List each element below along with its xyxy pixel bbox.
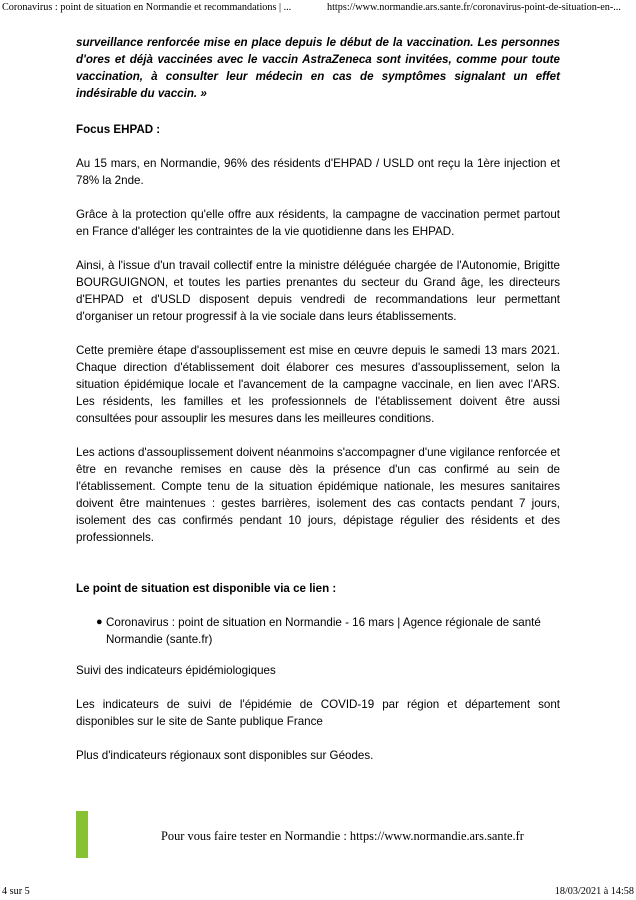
print-page-url: https://www.normandie.ars.sante.fr/coronavirus-point-de-situation-en-... xyxy=(327,2,621,13)
intro-paragraph: surveillance renforcée mise en place depuis le début de la vaccination. Les personnes d'ores et déjà vaccinées avec le vaccin AstraZeneca sont invitées, comme pour toute vaccination, à consulter leur médecin en cas de symptômes signalant un effet indésirable du vaccin. » xyxy=(76,36,560,100)
list-item xyxy=(76,614,560,648)
situation-link[interactable]: Coronavirus : point de situation en Normandie - 16 mars | Agence régionale de santé Normandie (sante.fr) xyxy=(106,616,541,646)
paragraph-protection: Grâce à la protection qu'elle offre aux résidents, la campagne de vaccination permet partout en France d'alléger les contraintes de la vie quotidienne dans les EHPAD. xyxy=(76,208,560,238)
page-number: 4 sur 5 xyxy=(2,886,30,897)
indicators-paragraph: Les indicateurs de suivi de l'épidémie de COVID-19 par région et département sont disponibles sur le site de Sante publique France xyxy=(76,698,560,728)
article-content xyxy=(76,34,560,764)
print-footer xyxy=(0,886,636,900)
paragraph-first-step: Cette première étape d'assouplissement est mise en œuvre depuis le samedi 13 mars 2021. Chaque direction d'établissement doit élaborer ces mesures d'assouplissement, selon la situation épidémique locale et l'avancement de la campagne vaccinale, en lien avec l'ARS. Les résidents, les familles et les professionnels de l'établissement doivent être aussi consultées pour assouplir les mesures dans les meilleures conditions. xyxy=(76,344,560,425)
link-list xyxy=(76,614,560,648)
paragraph-vigilance: Les actions d'assouplissement doivent néanmoins s'accompagner d'une vigilance renforcée et être en revanche remises en cause dès la présence d'un cas confirmé au sein de l'établissement. Compte tenu de la situation épidémique nationale, les mesures sanitaires doivent être maintenues : gestes barrières, isolement des cas contacts pendant 7 jours, isolement des cas confirmés pendant 10 jours, dépistage régulier des résidents et des professionnels. xyxy=(76,446,560,544)
indicators-title[interactable]: Suivi des indicateurs épidémiologiques xyxy=(76,664,276,677)
paragraph-recommendations: Ainsi, à l'issue d'un travail collectif entre la ministre déléguée chargée de l'Autonomie, Brigitte BOURGUIGNON, et toutes les parties prenantes du secteur du Grand âge, les directeurs d'EHPAD et d'USLD disposent depuis vendredi de recommandations leur permettant d'organiser un retour progressif à la vie sociale dans leurs établissements. xyxy=(76,259,560,323)
print-header xyxy=(0,0,636,16)
bullet-icon: ● xyxy=(96,616,103,628)
link-intro: Le point de situation est disponible via ce lien : xyxy=(76,582,337,595)
paragraph-vaccination-rate: Au 15 mars, en Normandie, 96% des résidents d'EHPAD / USLD ont reçu la 1ère injection et 78% la 2nde. xyxy=(76,157,560,187)
geodes-paragraph: Plus d'indicateurs régionaux sont disponibles sur Géodes. xyxy=(76,749,374,762)
focus-ehpad-title: Focus EHPAD : xyxy=(76,123,161,136)
print-datetime: 18/03/2021 à 14:58 xyxy=(554,886,634,897)
test-info-line: Pour vous faire tester en Normandie : https://www.normandie.ars.sante.fr xyxy=(161,829,524,843)
accent-bar xyxy=(76,811,88,858)
print-page-title: Coronavirus : point de situation en Normandie et recommandations | ... xyxy=(2,2,292,13)
